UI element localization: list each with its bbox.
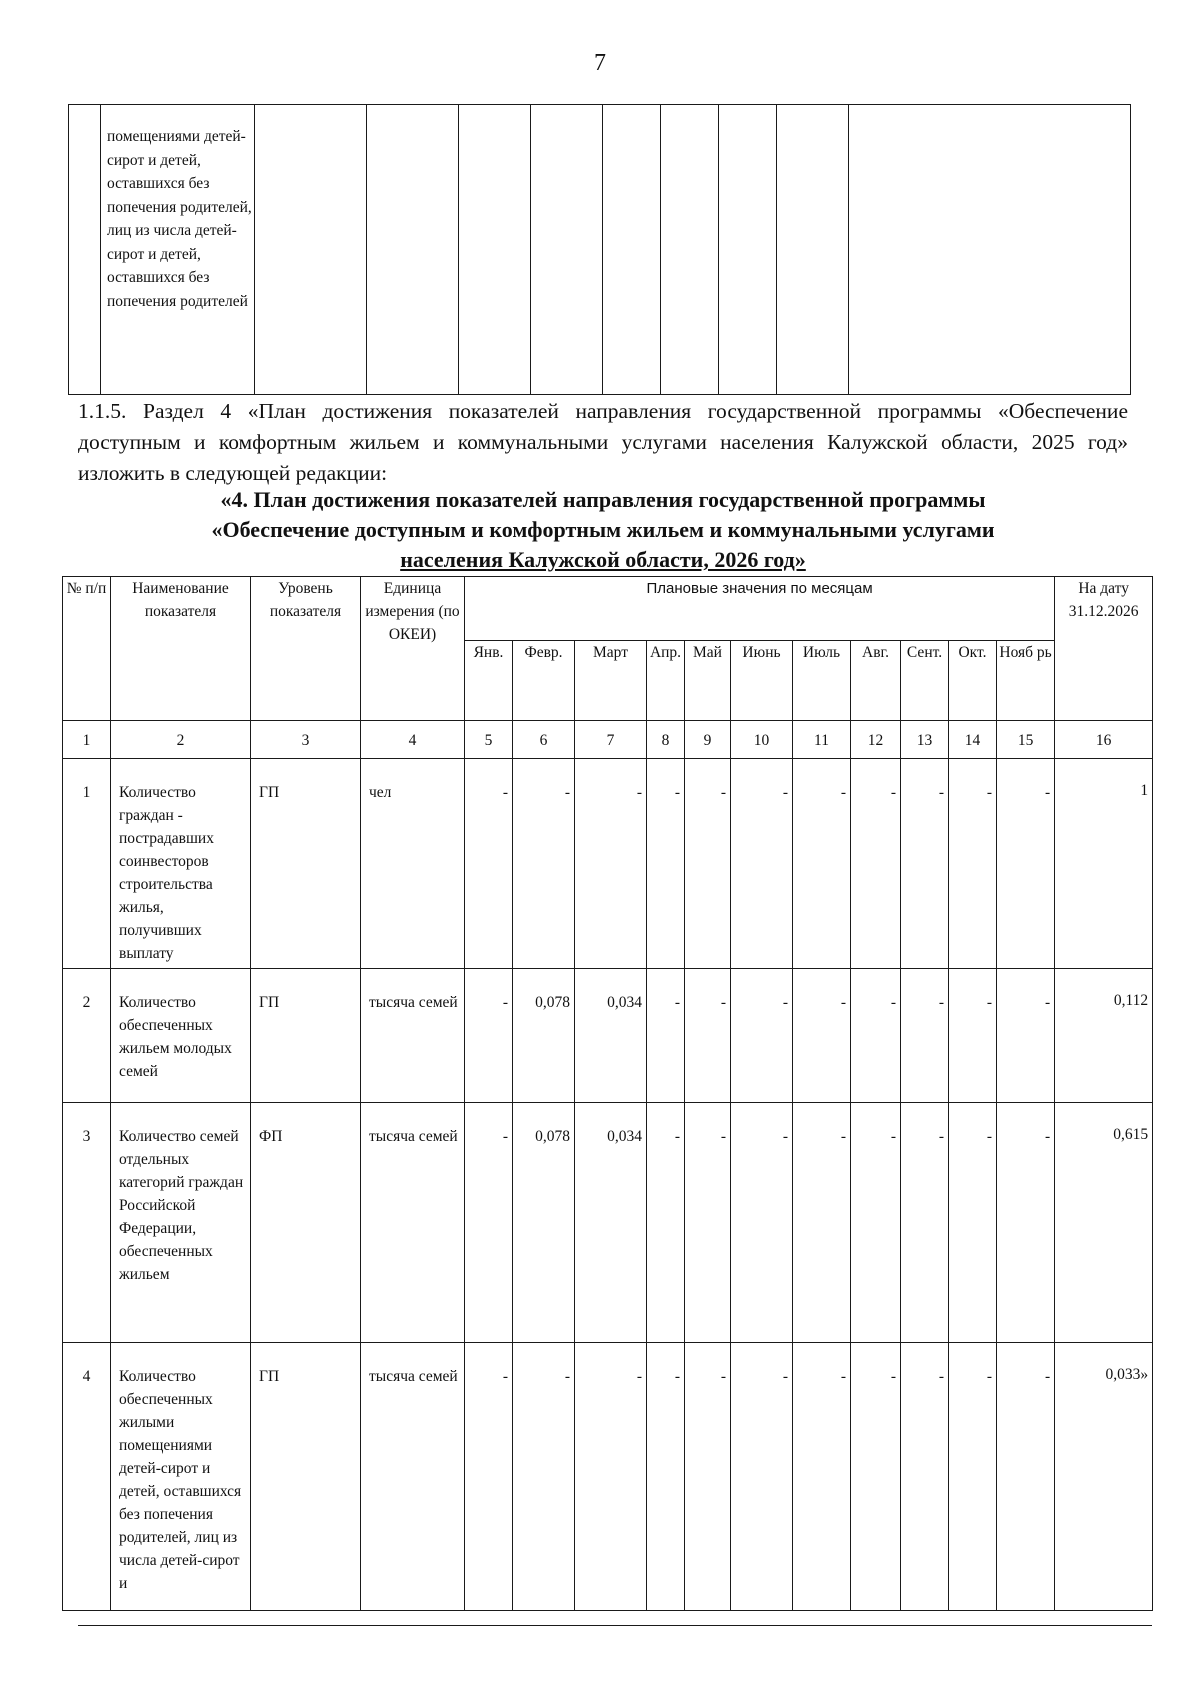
month-value: - xyxy=(731,1103,793,1343)
column-number: 5 xyxy=(465,721,513,759)
final-value: 0,112 xyxy=(1055,969,1153,1103)
column-number: 10 xyxy=(731,721,793,759)
month-value: - xyxy=(851,1103,901,1343)
final-value: 0,033» xyxy=(1055,1343,1153,1611)
bottom-rule xyxy=(78,1625,1152,1626)
month-value: - xyxy=(793,759,851,969)
month-header: Сент. xyxy=(901,641,949,721)
month-value: - xyxy=(575,1343,647,1611)
indicator-unit: тысяча семей xyxy=(361,969,465,1103)
empty-cell xyxy=(69,105,101,395)
month-value: - xyxy=(793,1343,851,1611)
month-value: - xyxy=(685,1103,731,1343)
page-number: 7 xyxy=(594,50,606,76)
month-value: - xyxy=(647,759,685,969)
month-header: Май xyxy=(685,641,731,721)
header-level: Уровень показателя xyxy=(251,577,361,721)
indicator-unit: тысяча семей xyxy=(361,1343,465,1611)
month-value: - xyxy=(901,1343,949,1611)
indicator-level: ГП xyxy=(251,1343,361,1611)
month-value: - xyxy=(685,969,731,1103)
month-value: - xyxy=(731,969,793,1103)
month-header: Окт. xyxy=(949,641,997,721)
month-value: - xyxy=(901,759,949,969)
empty-cell xyxy=(777,105,849,395)
month-header: Февр. xyxy=(513,641,575,721)
month-value: - xyxy=(793,1103,851,1343)
empty-cell xyxy=(849,105,1131,395)
final-value: 0,615 xyxy=(1055,1103,1153,1343)
column-number: 9 xyxy=(685,721,731,759)
indicator-unit: чел xyxy=(361,759,465,969)
column-number: 7 xyxy=(575,721,647,759)
month-header: Авг. xyxy=(851,641,901,721)
month-value: - xyxy=(949,1343,997,1611)
month-value: - xyxy=(513,759,575,969)
indicator-level: ГП xyxy=(251,759,361,969)
month-value: - xyxy=(731,1343,793,1611)
month-value: - xyxy=(685,1343,731,1611)
row-number: 1 xyxy=(63,759,111,969)
month-value: - xyxy=(851,969,901,1103)
month-value: - xyxy=(647,1343,685,1611)
indicator-level: ГП xyxy=(251,969,361,1103)
month-value: - xyxy=(465,969,513,1103)
month-value: - xyxy=(647,1103,685,1343)
column-number: 16 xyxy=(1055,721,1153,759)
month-value: 0,078 xyxy=(513,1103,575,1343)
month-value: - xyxy=(731,759,793,969)
month-value: - xyxy=(949,1103,997,1343)
month-value: - xyxy=(685,759,731,969)
month-value: - xyxy=(901,969,949,1103)
month-value: - xyxy=(793,969,851,1103)
month-header: Июль xyxy=(793,641,851,721)
amendment-paragraph: 1.1.5. Раздел 4 «План достижения показателей направления государственной программы «Обеспечение доступным и комфортным жильем и коммунальными услугами населения Калужской области, 2025 год» изложить в следующей редакции: xyxy=(78,399,1128,485)
indicator-level: ФП xyxy=(251,1103,361,1343)
heading-line: «Обеспечение доступным и комфортным жильем и коммунальными услугами xyxy=(211,517,995,542)
month-value: - xyxy=(997,759,1055,969)
month-value: - xyxy=(465,1103,513,1343)
column-number: 3 xyxy=(251,721,361,759)
column-number: 14 xyxy=(949,721,997,759)
month-value: - xyxy=(997,969,1055,1103)
month-value: 0,078 xyxy=(513,969,575,1103)
indicator-name: Количество граждан - пострадавших соинвесторов строительства жилья, получивших выплату xyxy=(111,759,251,969)
month-header: Нояб рь xyxy=(997,641,1055,721)
empty-cell xyxy=(531,105,603,395)
month-value: - xyxy=(851,759,901,969)
month-header: Июнь xyxy=(731,641,793,721)
indicators-table xyxy=(62,576,1153,1611)
indicator-unit: тысяча семей xyxy=(361,1103,465,1343)
heading-line: населения Калужской области, 2026 год» xyxy=(400,547,806,572)
month-header: Март xyxy=(575,641,647,721)
empty-cell xyxy=(719,105,777,395)
column-number: 6 xyxy=(513,721,575,759)
header-final: На дату 31.12.2026 xyxy=(1055,577,1153,721)
continued-table xyxy=(68,104,1131,395)
header-no: № п/п xyxy=(63,577,111,721)
column-number: 4 xyxy=(361,721,465,759)
indicator-name: Количество семей отдельных категорий граждан Российской Федерации, обеспеченных жильем xyxy=(111,1103,251,1343)
column-number: 12 xyxy=(851,721,901,759)
final-value: 1 xyxy=(1055,759,1153,969)
month-value: - xyxy=(997,1343,1055,1611)
column-number: 13 xyxy=(901,721,949,759)
column-number: 11 xyxy=(793,721,851,759)
month-value: - xyxy=(949,759,997,969)
month-value: 0,034 xyxy=(575,969,647,1103)
empty-cell xyxy=(255,105,367,395)
month-value: - xyxy=(949,969,997,1103)
month-header: Апр. xyxy=(647,641,685,721)
month-value: - xyxy=(575,759,647,969)
header-plan: Плановые значения по месяцам xyxy=(465,577,1055,641)
section-heading xyxy=(78,485,1128,575)
column-number: 1 xyxy=(63,721,111,759)
month-value: - xyxy=(465,1343,513,1611)
month-value: - xyxy=(901,1103,949,1343)
month-header: Янв. xyxy=(465,641,513,721)
row-number: 4 xyxy=(63,1343,111,1611)
heading-line: «4. План достижения показателей направления государственной программы xyxy=(220,487,986,512)
row-number: 2 xyxy=(63,969,111,1103)
month-value: - xyxy=(997,1103,1055,1343)
empty-cell xyxy=(603,105,661,395)
month-value: 0,034 xyxy=(575,1103,647,1343)
month-value: - xyxy=(465,759,513,969)
month-value: - xyxy=(513,1343,575,1611)
column-number: 2 xyxy=(111,721,251,759)
empty-cell xyxy=(367,105,459,395)
row-number: 3 xyxy=(63,1103,111,1343)
continued-indicator-name: помещениями детей-сирот и детей, оставшихся без попечения родителей, лиц из числа детей-сирот и детей, оставшихся без попечения родителей xyxy=(101,105,255,395)
column-number: 8 xyxy=(647,721,685,759)
empty-cell xyxy=(661,105,719,395)
header-unit: Единица измерения (по ОКЕИ) xyxy=(361,577,465,721)
month-value: - xyxy=(851,1343,901,1611)
indicator-name: Количество обеспеченных жилыми помещениями детей-сирот и детей, оставшихся без попечения родителей, лиц из числа детей-сирот и xyxy=(111,1343,251,1611)
header-name: Наименование показателя xyxy=(111,577,251,721)
empty-cell xyxy=(459,105,531,395)
column-number: 15 xyxy=(997,721,1055,759)
month-value: - xyxy=(647,969,685,1103)
indicator-name: Количество обеспеченных жильем молодых семей xyxy=(111,969,251,1103)
